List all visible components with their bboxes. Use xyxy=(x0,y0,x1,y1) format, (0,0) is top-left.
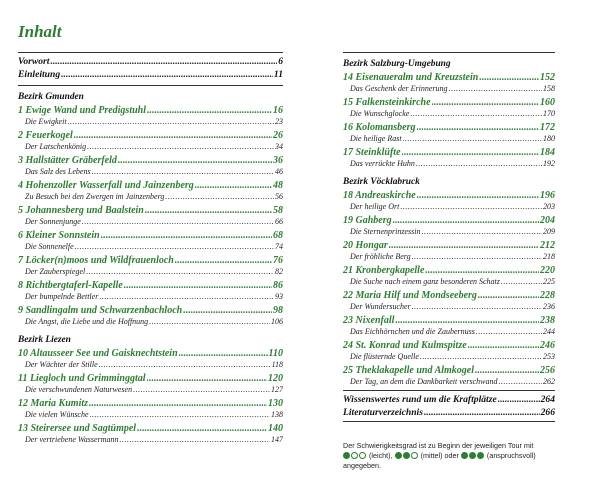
entry-page: 204 xyxy=(540,215,555,226)
story-title: Die Sternenprinzessin xyxy=(350,227,421,236)
left-column xyxy=(18,52,283,447)
story-page: 192 xyxy=(543,159,555,168)
right-sections xyxy=(343,57,555,387)
entry-page: 130 xyxy=(268,398,283,409)
story-entry[interactable] xyxy=(343,202,555,212)
entry-page: 86 xyxy=(273,280,283,291)
tour-entry[interactable] xyxy=(18,254,283,267)
toc-entry-wissenswertes[interactable] xyxy=(343,393,555,406)
entry-title: 10 Altausseer See und Gaisknechtstein xyxy=(18,348,178,359)
story-entry[interactable] xyxy=(18,360,283,370)
entry-title: 21 Kronbergkapelle xyxy=(343,265,425,276)
tour-entry[interactable] xyxy=(343,214,555,227)
toc-entry xyxy=(18,204,283,227)
tour-entry[interactable] xyxy=(18,279,283,292)
story-title: Zu Besuch bei den Zwergen im Jainzenberg xyxy=(25,192,165,201)
section-heading: Bezirk Vöcklabruck xyxy=(343,177,420,187)
entry-title: 23 Nixenfall xyxy=(343,315,395,326)
tour-entry[interactable] xyxy=(343,289,555,302)
divider-rule xyxy=(343,390,555,391)
story-page: 56 xyxy=(275,192,283,201)
story-title: Der Tag, an dem die Dankbarkeit verschwand xyxy=(350,377,498,386)
story-title: Die flüsternde Quelle xyxy=(350,352,419,361)
tour-entry[interactable] xyxy=(18,129,283,142)
entry-page: 6 xyxy=(278,56,283,67)
story-page: 118 xyxy=(271,360,283,369)
story-page: 253 xyxy=(543,352,555,361)
story-page: 158 xyxy=(543,84,555,93)
entry-title: 6 Kleiner Sonnstein xyxy=(18,230,100,241)
toc-entry xyxy=(343,339,555,362)
story-entry[interactable] xyxy=(343,134,555,144)
entry-page: 256 xyxy=(540,365,555,376)
story-entry[interactable] xyxy=(18,385,283,395)
story-page: 203 xyxy=(543,202,555,211)
toc-entry xyxy=(343,189,555,212)
entry-title: 5 Johannesberg und Baalstein xyxy=(18,205,144,216)
entry-page: 140 xyxy=(268,423,283,434)
toc-entry-literatur[interactable] xyxy=(343,406,555,419)
toc-entry xyxy=(343,121,555,144)
right-column xyxy=(343,52,555,471)
tour-entry[interactable] xyxy=(18,179,283,192)
story-title: Das Salz des Lebens xyxy=(25,167,91,176)
story-page: 138 xyxy=(271,410,283,419)
story-entry[interactable] xyxy=(18,410,283,420)
legend-medium: (mittel) oder xyxy=(420,451,459,460)
entry-title: Literaturverzeichnis xyxy=(343,407,423,418)
story-page: 46 xyxy=(275,167,283,176)
story-title: Die Angst, die Liebe und die Hoffnung xyxy=(25,317,149,326)
entry-page: 16 xyxy=(273,105,283,116)
legend-hard: (anspruchsvoll) angegeben. xyxy=(343,451,536,470)
entry-page: 76 xyxy=(273,255,283,266)
toc-entry xyxy=(18,254,283,277)
entry-title: 15 Falkensteinkirche xyxy=(343,97,431,108)
toc-entry xyxy=(18,229,283,252)
entry-page: 11 xyxy=(273,69,283,80)
story-title: Der Sonnenjunge xyxy=(25,217,81,226)
story-entry[interactable] xyxy=(18,267,283,277)
entry-page: 26 xyxy=(273,130,283,141)
entry-title: 14 Eisenaueralm und Kreuzstein xyxy=(343,72,479,83)
toc-entry xyxy=(18,397,283,420)
entry-page: 58 xyxy=(273,205,283,216)
story-title: Der Wundersucher xyxy=(350,302,411,311)
entry-title: 2 Feuerkogel xyxy=(18,130,73,141)
entry-title: 7 Löcker(n)moos und Wildfrauenloch xyxy=(18,255,174,266)
story-entry[interactable] xyxy=(18,217,283,227)
tour-entry[interactable] xyxy=(18,347,283,360)
tour-entry[interactable] xyxy=(18,372,283,385)
entry-page: 152 xyxy=(540,72,555,83)
toc-entry xyxy=(18,179,283,202)
toc-entry xyxy=(18,422,283,445)
filled-dot-icon xyxy=(403,452,410,459)
story-entry[interactable] xyxy=(343,302,555,312)
entry-page: 266 xyxy=(540,407,555,418)
story-page: 262 xyxy=(543,377,555,386)
back-matter xyxy=(343,393,555,419)
entry-page: 246 xyxy=(540,340,555,351)
entry-title: 8 Richtbergtaferl-Kapelle xyxy=(18,280,123,291)
entry-page: 98 xyxy=(273,305,283,316)
toc-entry xyxy=(343,364,555,387)
filled-dot-icon xyxy=(477,452,484,459)
story-entry[interactable] xyxy=(18,292,283,302)
entry-title: Vorwort xyxy=(18,56,50,67)
story-title: Die Suche nach einem ganz besonderen Schatz xyxy=(350,277,500,286)
entry-title: 11 Liegloch und Grimminggtal xyxy=(18,373,146,384)
entry-title: 18 Andreaskirche xyxy=(343,190,416,201)
page-title: Inhalt xyxy=(18,22,62,41)
toc-entry xyxy=(343,314,555,337)
entry-page: 68 xyxy=(273,230,283,241)
tour-entry[interactable] xyxy=(343,314,555,327)
story-title: Der fröhliche Berg xyxy=(350,252,411,261)
story-page: 93 xyxy=(275,292,283,301)
toc-entry xyxy=(18,129,283,152)
tour-entry[interactable] xyxy=(343,146,555,159)
toc-entry xyxy=(343,71,555,94)
entry-page: 212 xyxy=(540,240,555,251)
toc-entry xyxy=(18,347,283,370)
entry-title: 12 Maria Kumitz xyxy=(18,398,89,409)
toc-entry xyxy=(18,104,283,127)
story-entry[interactable] xyxy=(343,377,555,387)
story-title: Der Wächter der Stille xyxy=(25,360,98,369)
entry-title: 25 Theklakapelle und Almkogel xyxy=(343,365,475,376)
story-title: Das verrückte Huhn xyxy=(350,159,415,168)
legend-line-1: Der Schwierigkeitsgrad ist zu Beginn der jeweiligen Tour mit xyxy=(343,441,534,450)
toc-entry xyxy=(18,279,283,302)
top-rule xyxy=(343,52,555,53)
entry-title: 1 Ewige Wand und Predigstuhl xyxy=(18,105,146,116)
story-page: 209 xyxy=(543,227,555,236)
toc-entry xyxy=(18,154,283,177)
difficulty-legend xyxy=(343,441,555,471)
tour-entry[interactable] xyxy=(343,239,555,252)
story-entry[interactable] xyxy=(343,109,555,119)
story-title: Der bumpelnde Bettler xyxy=(25,292,99,301)
tour-entry[interactable] xyxy=(343,189,555,202)
story-page: 170 xyxy=(543,109,555,118)
story-title: Die verschwundenen Naturwesen xyxy=(25,385,133,394)
toc-entry xyxy=(343,264,555,287)
tour-entry[interactable] xyxy=(343,264,555,277)
legend-line-2 xyxy=(343,451,555,471)
toc-entry xyxy=(343,96,555,119)
story-title: Die Ewigkeit xyxy=(25,117,67,126)
section-heading: Bezirk Liezen xyxy=(18,335,71,345)
entry-page: 220 xyxy=(540,265,555,276)
tour-entry[interactable] xyxy=(18,154,283,167)
story-page: 34 xyxy=(275,142,283,151)
entry-title: Wissenswertes rund um die Kraftplätze xyxy=(343,394,497,405)
left-sections xyxy=(18,90,283,445)
entry-page: 264 xyxy=(540,394,555,405)
story-entry[interactable] xyxy=(18,167,283,177)
story-title: Die heilige Rast xyxy=(350,134,402,143)
story-entry[interactable] xyxy=(343,227,555,237)
entry-title: 24 St. Konrad und Kulmspitze xyxy=(343,340,467,351)
toc-entry xyxy=(18,304,283,327)
entry-page: 172 xyxy=(540,122,555,133)
story-entry[interactable] xyxy=(18,142,283,152)
tour-entry[interactable] xyxy=(343,339,555,352)
tour-entry[interactable] xyxy=(18,229,283,242)
tour-entry[interactable] xyxy=(343,71,555,84)
story-entry[interactable] xyxy=(18,242,283,252)
story-page: 147 xyxy=(271,435,283,444)
story-page: 106 xyxy=(271,317,283,326)
entry-title: 4 Hohenzoller Wasserfall und Jainzenberg xyxy=(18,180,194,191)
story-entry[interactable] xyxy=(343,352,555,362)
entry-page: 110 xyxy=(268,348,283,359)
story-title: Der heilige Ort xyxy=(350,202,400,211)
story-page: 180 xyxy=(543,134,555,143)
tour-entry[interactable] xyxy=(18,304,283,317)
toc-entry xyxy=(343,289,555,312)
tour-entry[interactable] xyxy=(343,364,555,377)
story-title: Das Geschenk der Erinnerung xyxy=(350,84,448,93)
story-page: 23 xyxy=(275,117,283,126)
entry-page: 36 xyxy=(273,155,283,166)
story-title: Der Zauberspiegel xyxy=(25,267,86,276)
entry-page: 120 xyxy=(268,373,283,384)
toc-entry xyxy=(343,146,555,169)
story-title: Der vertriebene Wassermann xyxy=(25,435,119,444)
story-entry[interactable] xyxy=(343,277,555,287)
story-entry[interactable] xyxy=(18,117,283,127)
divider-rule xyxy=(18,85,283,86)
entry-page: 160 xyxy=(540,97,555,108)
tour-entry[interactable] xyxy=(343,121,555,134)
entry-title: Einleitung xyxy=(18,69,61,80)
story-page: 218 xyxy=(543,252,555,261)
entry-page: 184 xyxy=(540,147,555,158)
story-page: 225 xyxy=(543,277,555,286)
filled-dot-icon xyxy=(461,452,468,459)
story-page: 244 xyxy=(543,327,555,336)
section-heading: Bezirk Salzburg-Umgebung xyxy=(343,59,451,69)
story-entry[interactable] xyxy=(343,252,555,262)
filled-dot-icon xyxy=(343,452,350,459)
entry-title: 16 Kolomansberg xyxy=(343,122,416,133)
story-title: Die Wunschglocke xyxy=(350,109,410,118)
toc-entry-einleitung[interactable] xyxy=(18,69,283,82)
toc-entry xyxy=(343,239,555,262)
story-title: Die Sonnenelfe xyxy=(25,242,74,251)
story-entry[interactable] xyxy=(343,159,555,169)
bottom-rule xyxy=(343,421,555,422)
tour-entry[interactable] xyxy=(18,104,283,117)
empty-dot-icon xyxy=(351,452,358,459)
entry-page: 196 xyxy=(540,190,555,201)
story-page: 236 xyxy=(543,302,555,311)
entry-page: 238 xyxy=(540,315,555,326)
entry-page: 48 xyxy=(273,180,283,191)
story-page: 66 xyxy=(275,217,283,226)
entry-title: 3 Hallstätter Gräberfeld xyxy=(18,155,117,166)
story-title: Das Eichhörnchen und die Zaubernuss xyxy=(350,327,475,336)
entry-title: 20 Hongar xyxy=(343,240,388,251)
story-entry[interactable] xyxy=(343,327,555,337)
section-heading: Bezirk Gmunden xyxy=(18,92,84,102)
filled-dot-icon xyxy=(395,452,402,459)
story-title: Die vielen Wünsche xyxy=(25,410,89,419)
story-page: 82 xyxy=(275,267,283,276)
story-entry[interactable] xyxy=(18,317,283,327)
story-entry[interactable] xyxy=(18,192,283,202)
filled-dot-icon xyxy=(469,452,476,459)
empty-dot-icon xyxy=(359,452,366,459)
tour-entry[interactable] xyxy=(18,397,283,410)
entry-title: 17 Steinklüfte xyxy=(343,147,401,158)
entry-title: 22 Maria Hilf und Mondseeberg xyxy=(343,290,477,301)
story-page: 127 xyxy=(271,385,283,394)
tour-entry[interactable] xyxy=(18,422,283,435)
story-entry[interactable] xyxy=(18,435,283,445)
story-page: 74 xyxy=(275,242,283,251)
entry-title: 19 Gahberg xyxy=(343,215,392,226)
entry-title: 9 Sandlingalm und Schwarzenbachloch xyxy=(18,305,183,316)
entry-title: 13 Steirersee und Sagtümpel xyxy=(18,423,137,434)
toc-entry xyxy=(18,372,283,395)
story-title: Der Latschenkönig xyxy=(25,142,87,151)
tour-entry[interactable] xyxy=(343,96,555,109)
entry-page: 228 xyxy=(540,290,555,301)
front-matter xyxy=(18,56,283,82)
tour-entry[interactable] xyxy=(18,204,283,217)
toc-entry-vorwort[interactable] xyxy=(18,56,283,69)
empty-dot-icon xyxy=(411,452,418,459)
toc-entry xyxy=(343,214,555,237)
top-rule xyxy=(18,52,283,53)
story-entry[interactable] xyxy=(343,84,555,94)
legend-easy: (leicht), xyxy=(369,451,393,460)
